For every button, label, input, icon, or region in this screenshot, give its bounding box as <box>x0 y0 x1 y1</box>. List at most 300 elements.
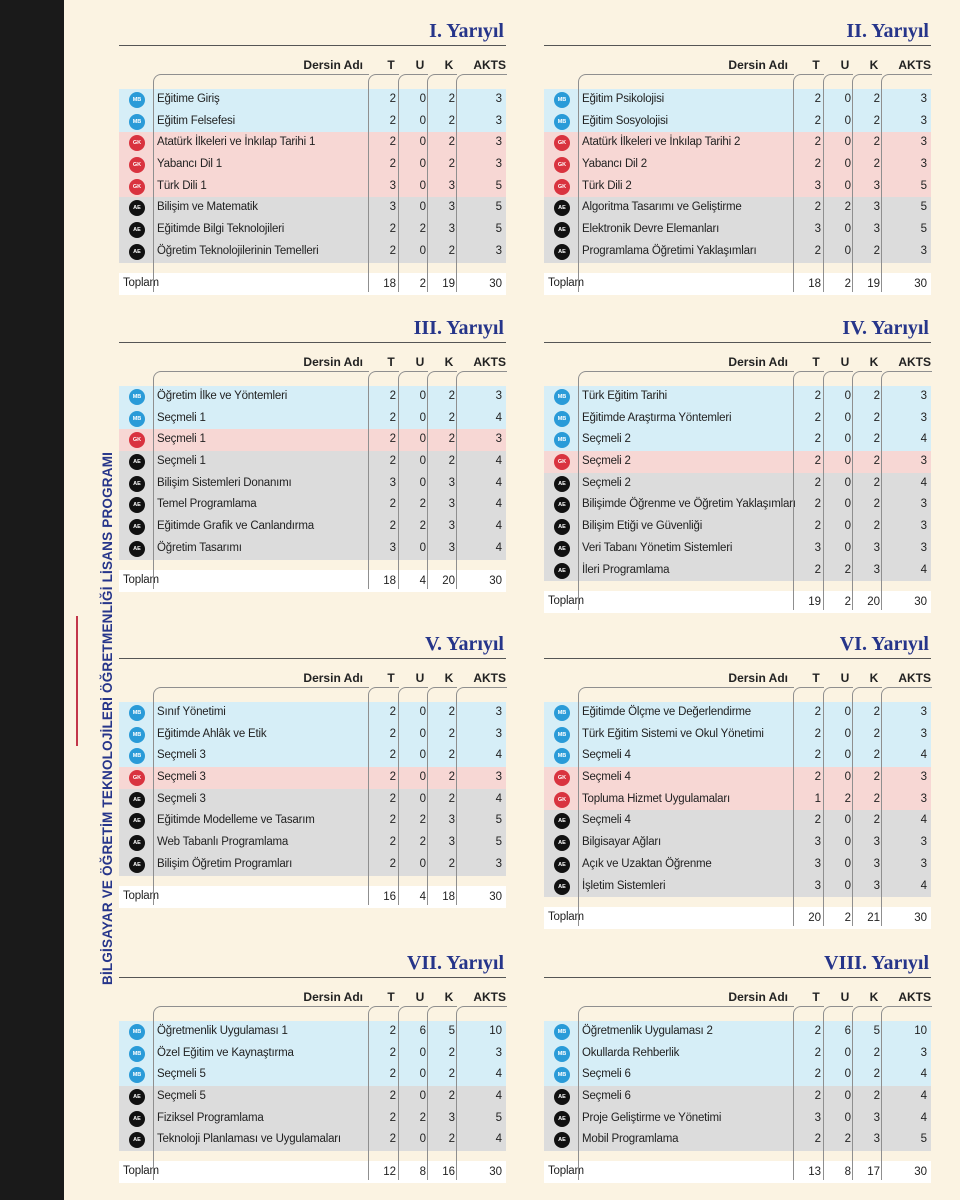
course-name: Özel Eğitim ve Kaynaştırma <box>157 1046 294 1059</box>
course-u: 2 <box>419 814 426 827</box>
course-name: Türk Dili 1 <box>157 179 207 192</box>
course-rows <box>544 89 931 263</box>
total-row <box>544 591 931 613</box>
course-row <box>119 408 506 430</box>
header-akts: AKTS <box>473 671 506 685</box>
course-row <box>119 451 506 473</box>
course-row <box>119 1021 506 1043</box>
course-t: 2 <box>389 136 396 149</box>
course-t: 2 <box>814 244 821 257</box>
course-k: 2 <box>873 792 880 805</box>
course-k: 2 <box>873 158 880 171</box>
course-akts: 3 <box>920 244 927 257</box>
course-k: 3 <box>873 1133 880 1146</box>
course-akts: 3 <box>920 520 927 533</box>
total-label: Toplam <box>123 573 159 586</box>
semester-title: VIII. Yarıyıl <box>544 948 931 978</box>
course-type-badge: MB <box>554 1067 570 1083</box>
header-t: T <box>812 58 820 72</box>
course-row <box>119 810 506 832</box>
total-u: 2 <box>419 277 426 290</box>
course-t: 2 <box>389 244 396 257</box>
course-row <box>544 176 931 198</box>
course-k: 2 <box>448 706 455 718</box>
course-akts: 3 <box>920 455 927 468</box>
course-t: 2 <box>389 857 396 870</box>
course-u: 0 <box>844 411 851 424</box>
course-name: Seçmeli 6 <box>582 1090 631 1103</box>
course-u: 0 <box>419 857 426 870</box>
course-name: Web Tabanlı Programlama <box>157 836 289 849</box>
course-u: 0 <box>844 1046 851 1059</box>
total-row <box>119 886 506 908</box>
course-u: 2 <box>419 520 426 533</box>
column-headers <box>544 46 931 76</box>
course-akts: 5 <box>495 179 502 192</box>
course-row <box>119 1108 506 1130</box>
course-u: 0 <box>844 520 851 533</box>
course-t: 2 <box>814 498 821 511</box>
course-t: 2 <box>389 158 396 171</box>
header-t: T <box>387 355 395 369</box>
course-t: 3 <box>814 879 821 892</box>
course-t: 2 <box>814 411 821 424</box>
semester-table <box>119 948 506 1183</box>
course-row <box>119 473 506 495</box>
course-name: Eğitim Sosyolojisi <box>582 114 668 127</box>
total-akts: 30 <box>914 596 927 609</box>
course-row <box>119 219 506 241</box>
course-u: 0 <box>844 158 851 171</box>
course-type-badge: GK <box>554 770 570 786</box>
header-akts: AKTS <box>898 58 931 72</box>
course-u: 0 <box>844 771 851 784</box>
course-type-badge: GK <box>554 179 570 195</box>
header-t: T <box>812 990 820 1004</box>
course-u: 2 <box>419 223 426 236</box>
course-akts: 3 <box>920 411 927 424</box>
course-type-badge: MB <box>554 727 570 743</box>
course-t: 2 <box>814 706 821 718</box>
course-akts: 5 <box>495 223 502 236</box>
course-u: 0 <box>844 244 851 257</box>
course-rows <box>119 386 506 560</box>
semester-title: VI. Yarıyıl <box>544 629 931 659</box>
course-t: 2 <box>814 1090 821 1103</box>
course-row <box>544 854 931 876</box>
course-name: Seçmeli 6 <box>582 1068 631 1081</box>
total-row <box>544 273 931 295</box>
course-row <box>119 767 506 789</box>
course-row <box>119 1043 506 1065</box>
course-row <box>544 429 931 451</box>
course-u: 0 <box>844 390 851 402</box>
course-u: 0 <box>419 749 426 762</box>
course-row <box>119 702 506 724</box>
course-row <box>544 516 931 538</box>
course-type-badge: AE <box>554 813 570 829</box>
course-name: Türk Dili 2 <box>582 179 632 192</box>
course-row <box>119 789 506 811</box>
course-type-badge: MB <box>129 748 145 764</box>
course-k: 2 <box>873 476 880 489</box>
course-rows <box>119 702 506 876</box>
course-k: 3 <box>873 879 880 892</box>
course-type-badge: MB <box>554 748 570 764</box>
course-k: 2 <box>448 1046 455 1059</box>
course-akts: 4 <box>920 1068 927 1081</box>
course-type-badge: MB <box>554 432 570 448</box>
course-akts: 3 <box>495 771 502 784</box>
header-u: U <box>415 355 425 369</box>
course-u: 0 <box>844 541 851 554</box>
course-name: Okullarda Rehberlik <box>582 1046 680 1059</box>
total-u: 2 <box>844 912 851 925</box>
course-row <box>119 1086 506 1108</box>
course-type-badge: GK <box>554 792 570 808</box>
course-akts: 3 <box>495 857 502 870</box>
course-akts: 3 <box>920 727 927 740</box>
course-type-badge: AE <box>554 1089 570 1105</box>
course-t: 2 <box>389 836 396 849</box>
course-akts: 3 <box>920 114 927 127</box>
header-akts: AKTS <box>473 990 506 1004</box>
course-u: 0 <box>844 136 851 149</box>
course-name: Veri Tabanı Yönetim Sistemleri <box>582 541 733 554</box>
total-k: 20 <box>867 596 880 609</box>
course-name: Öğretmenlik Uygulaması 1 <box>157 1025 288 1037</box>
header-t: T <box>387 990 395 1004</box>
course-t: 2 <box>389 727 396 740</box>
course-akts: 10 <box>489 1025 502 1037</box>
course-type-badge: GK <box>554 135 570 151</box>
course-k: 3 <box>448 498 455 511</box>
header-akts: AKTS <box>898 671 931 685</box>
course-type-badge: AE <box>554 244 570 260</box>
side-accent-line <box>76 616 78 746</box>
course-u: 0 <box>419 792 426 805</box>
course-type-badge: AE <box>554 879 570 895</box>
course-rows <box>544 702 931 897</box>
course-type-badge: AE <box>129 200 145 216</box>
course-name: Teknoloji Planlaması ve Uygulamaları <box>157 1133 341 1146</box>
course-type-badge: AE <box>554 497 570 513</box>
course-t: 2 <box>814 1025 821 1037</box>
course-name: Yabancı Dil 1 <box>157 158 222 171</box>
course-row <box>544 538 931 560</box>
course-t: 2 <box>814 390 821 402</box>
course-u: 0 <box>844 836 851 849</box>
course-t: 2 <box>814 520 821 533</box>
course-row <box>119 176 506 198</box>
total-t: 18 <box>383 277 396 290</box>
course-name: Öğretim İlke ve Yöntemleri <box>157 390 288 402</box>
total-label: Toplam <box>123 889 159 902</box>
course-name: Seçmeli 4 <box>582 814 631 827</box>
course-u: 0 <box>419 476 426 489</box>
course-k: 3 <box>873 201 880 214</box>
course-akts: 4 <box>920 1090 927 1103</box>
course-name: Seçmeli 1 <box>157 455 206 468</box>
header-k: K <box>869 355 879 369</box>
course-row <box>544 219 931 241</box>
course-k: 5 <box>448 1025 455 1037</box>
course-k: 2 <box>873 771 880 784</box>
course-row <box>544 1043 931 1065</box>
header-u: U <box>840 58 850 72</box>
course-row <box>544 1021 931 1043</box>
course-name: Eğitimde Ölçme ve Değerlendirme <box>582 706 751 718</box>
course-rows <box>119 89 506 263</box>
course-t: 3 <box>814 179 821 192</box>
course-t: 3 <box>389 541 396 554</box>
course-row <box>119 197 506 219</box>
course-akts: 3 <box>495 433 502 446</box>
course-row <box>544 451 931 473</box>
course-k: 3 <box>873 541 880 554</box>
course-k: 2 <box>448 158 455 171</box>
course-type-badge: MB <box>129 727 145 743</box>
course-akts: 4 <box>920 879 927 892</box>
course-name: Seçmeli 5 <box>157 1090 206 1103</box>
course-k: 2 <box>873 727 880 740</box>
course-type-badge: MB <box>129 389 145 405</box>
course-u: 0 <box>419 1068 426 1081</box>
course-k: 3 <box>448 814 455 827</box>
semester-title: IV. Yarıyıl <box>544 313 931 343</box>
course-u: 0 <box>844 706 851 718</box>
course-name: Bilişim Sistemleri Donanımı <box>157 476 292 489</box>
course-k: 2 <box>448 1133 455 1146</box>
course-t: 2 <box>389 114 396 127</box>
course-k: 2 <box>448 1090 455 1103</box>
course-u: 2 <box>844 1133 851 1146</box>
course-u: 0 <box>419 1090 426 1103</box>
course-row <box>544 408 931 430</box>
course-type-badge: AE <box>554 222 570 238</box>
course-t: 2 <box>814 1133 821 1146</box>
course-t: 3 <box>814 223 821 236</box>
course-akts: 3 <box>495 114 502 127</box>
course-u: 0 <box>419 1133 426 1146</box>
total-akts: 30 <box>489 890 502 903</box>
course-t: 1 <box>814 792 821 805</box>
header-k: K <box>869 990 879 1004</box>
course-u: 0 <box>419 390 426 402</box>
course-t: 2 <box>389 455 396 468</box>
total-u: 4 <box>419 574 426 587</box>
total-row <box>119 273 506 295</box>
course-t: 2 <box>814 433 821 446</box>
course-type-badge: MB <box>554 705 570 721</box>
header-course-name: Dersin Adı <box>303 355 363 369</box>
course-k: 2 <box>873 136 880 149</box>
course-row <box>119 516 506 538</box>
course-row <box>544 197 931 219</box>
course-row <box>544 241 931 263</box>
course-row <box>119 1064 506 1086</box>
course-t: 2 <box>389 1046 396 1059</box>
total-u: 4 <box>419 890 426 903</box>
course-type-badge: MB <box>129 1046 145 1062</box>
course-k: 2 <box>873 244 880 257</box>
course-akts: 4 <box>495 520 502 533</box>
course-name: Seçmeli 2 <box>582 476 631 489</box>
course-row <box>119 745 506 767</box>
header-u: U <box>840 355 850 369</box>
course-row <box>119 111 506 133</box>
course-t: 2 <box>814 749 821 762</box>
course-type-badge: MB <box>129 705 145 721</box>
course-u: 2 <box>844 792 851 805</box>
course-k: 2 <box>448 136 455 149</box>
course-name: Seçmeli 3 <box>157 771 206 784</box>
course-u: 0 <box>844 455 851 468</box>
course-type-badge: AE <box>554 541 570 557</box>
course-akts: 3 <box>920 93 927 105</box>
header-course-name: Dersin Adı <box>728 355 788 369</box>
course-type-badge: AE <box>129 541 145 557</box>
course-row <box>544 494 931 516</box>
course-k: 2 <box>448 114 455 127</box>
course-akts: 4 <box>495 1068 502 1081</box>
course-k: 2 <box>448 749 455 762</box>
course-k: 3 <box>448 1111 455 1124</box>
course-k: 3 <box>448 179 455 192</box>
course-k: 2 <box>873 706 880 718</box>
course-row <box>544 745 931 767</box>
course-akts: 3 <box>495 158 502 171</box>
course-k: 2 <box>448 727 455 740</box>
course-t: 2 <box>814 455 821 468</box>
course-t: 2 <box>814 771 821 784</box>
course-k: 2 <box>448 93 455 105</box>
course-row <box>119 538 506 560</box>
course-u: 0 <box>419 1046 426 1059</box>
course-u: 0 <box>844 1111 851 1124</box>
course-t: 2 <box>814 136 821 149</box>
course-u: 0 <box>844 1068 851 1081</box>
course-akts: 4 <box>920 433 927 446</box>
course-t: 2 <box>814 476 821 489</box>
course-row <box>544 724 931 746</box>
header-t: T <box>387 671 395 685</box>
course-type-badge: AE <box>554 563 570 579</box>
course-akts: 5 <box>495 201 502 214</box>
course-type-badge: GK <box>129 135 145 151</box>
course-row <box>544 1086 931 1108</box>
course-t: 2 <box>389 1111 396 1124</box>
total-u: 2 <box>844 277 851 290</box>
course-t: 2 <box>814 158 821 171</box>
course-k: 2 <box>448 455 455 468</box>
course-k: 3 <box>873 1111 880 1124</box>
course-name: Eğitimde Grafik ve Canlandırma <box>157 520 314 533</box>
course-u: 0 <box>844 476 851 489</box>
course-u: 0 <box>419 771 426 784</box>
column-headers <box>544 343 931 373</box>
course-type-badge: AE <box>129 454 145 470</box>
total-k: 21 <box>867 912 880 925</box>
course-t: 2 <box>389 520 396 533</box>
header-u: U <box>415 990 425 1004</box>
course-t: 2 <box>389 814 396 827</box>
course-akts: 3 <box>920 857 927 870</box>
course-u: 0 <box>844 93 851 105</box>
course-u: 0 <box>419 706 426 718</box>
total-t: 16 <box>383 890 396 903</box>
semester-table <box>119 629 506 908</box>
course-row <box>119 386 506 408</box>
course-u: 2 <box>419 498 426 511</box>
course-t: 2 <box>814 563 821 576</box>
course-k: 2 <box>873 749 880 762</box>
course-name: İşletim Sistemleri <box>582 879 666 892</box>
course-t: 2 <box>389 706 396 718</box>
total-akts: 30 <box>914 277 927 290</box>
course-row <box>544 789 931 811</box>
course-row <box>119 241 506 263</box>
course-k: 2 <box>873 520 880 533</box>
course-u: 0 <box>844 223 851 236</box>
course-akts: 4 <box>495 498 502 511</box>
total-label: Toplam <box>548 276 584 289</box>
course-row <box>544 876 931 898</box>
course-t: 2 <box>814 1068 821 1081</box>
course-type-badge: MB <box>129 92 145 108</box>
course-t: 2 <box>389 1025 396 1037</box>
course-t: 2 <box>389 1068 396 1081</box>
course-akts: 3 <box>920 1046 927 1059</box>
course-k: 3 <box>873 836 880 849</box>
course-name: Elektronik Devre Elemanları <box>582 223 720 236</box>
total-t: 20 <box>808 912 821 925</box>
course-u: 0 <box>844 498 851 511</box>
course-t: 3 <box>814 1111 821 1124</box>
course-name: Eğitimde Modelleme ve Tasarım <box>157 814 315 827</box>
course-rows <box>119 1021 506 1151</box>
course-t: 3 <box>814 857 821 870</box>
course-k: 2 <box>873 390 880 402</box>
course-k: 2 <box>448 792 455 805</box>
course-akts: 3 <box>920 792 927 805</box>
semester-table <box>544 948 931 1183</box>
total-row <box>544 907 931 929</box>
course-k: 5 <box>873 1025 880 1037</box>
course-k: 3 <box>448 520 455 533</box>
course-row <box>544 132 931 154</box>
course-name: Öğretim Tasarımı <box>157 541 242 554</box>
course-k: 3 <box>873 857 880 870</box>
course-name: Eğitimde Bilgi Teknolojileri <box>157 223 285 236</box>
course-name: Bilgisayar Ağları <box>582 836 662 849</box>
course-rows <box>544 386 931 581</box>
course-akts: 3 <box>495 390 502 402</box>
course-t: 2 <box>389 223 396 236</box>
course-k: 3 <box>448 541 455 554</box>
header-course-name: Dersin Adı <box>303 671 363 685</box>
course-row <box>544 702 931 724</box>
course-name: Eğitimde Ahlâk ve Etik <box>157 727 267 740</box>
course-type-badge: AE <box>554 200 570 216</box>
course-t: 2 <box>389 1090 396 1103</box>
course-u: 6 <box>419 1025 426 1037</box>
course-k: 2 <box>873 114 880 127</box>
header-course-name: Dersin Adı <box>303 990 363 1004</box>
total-u: 8 <box>419 1166 426 1179</box>
course-name: Atatürk İlkeleri ve İnkılap Tarihi 2 <box>582 136 741 149</box>
course-name: Öğretim Teknolojilerinin Temelleri <box>157 244 319 257</box>
